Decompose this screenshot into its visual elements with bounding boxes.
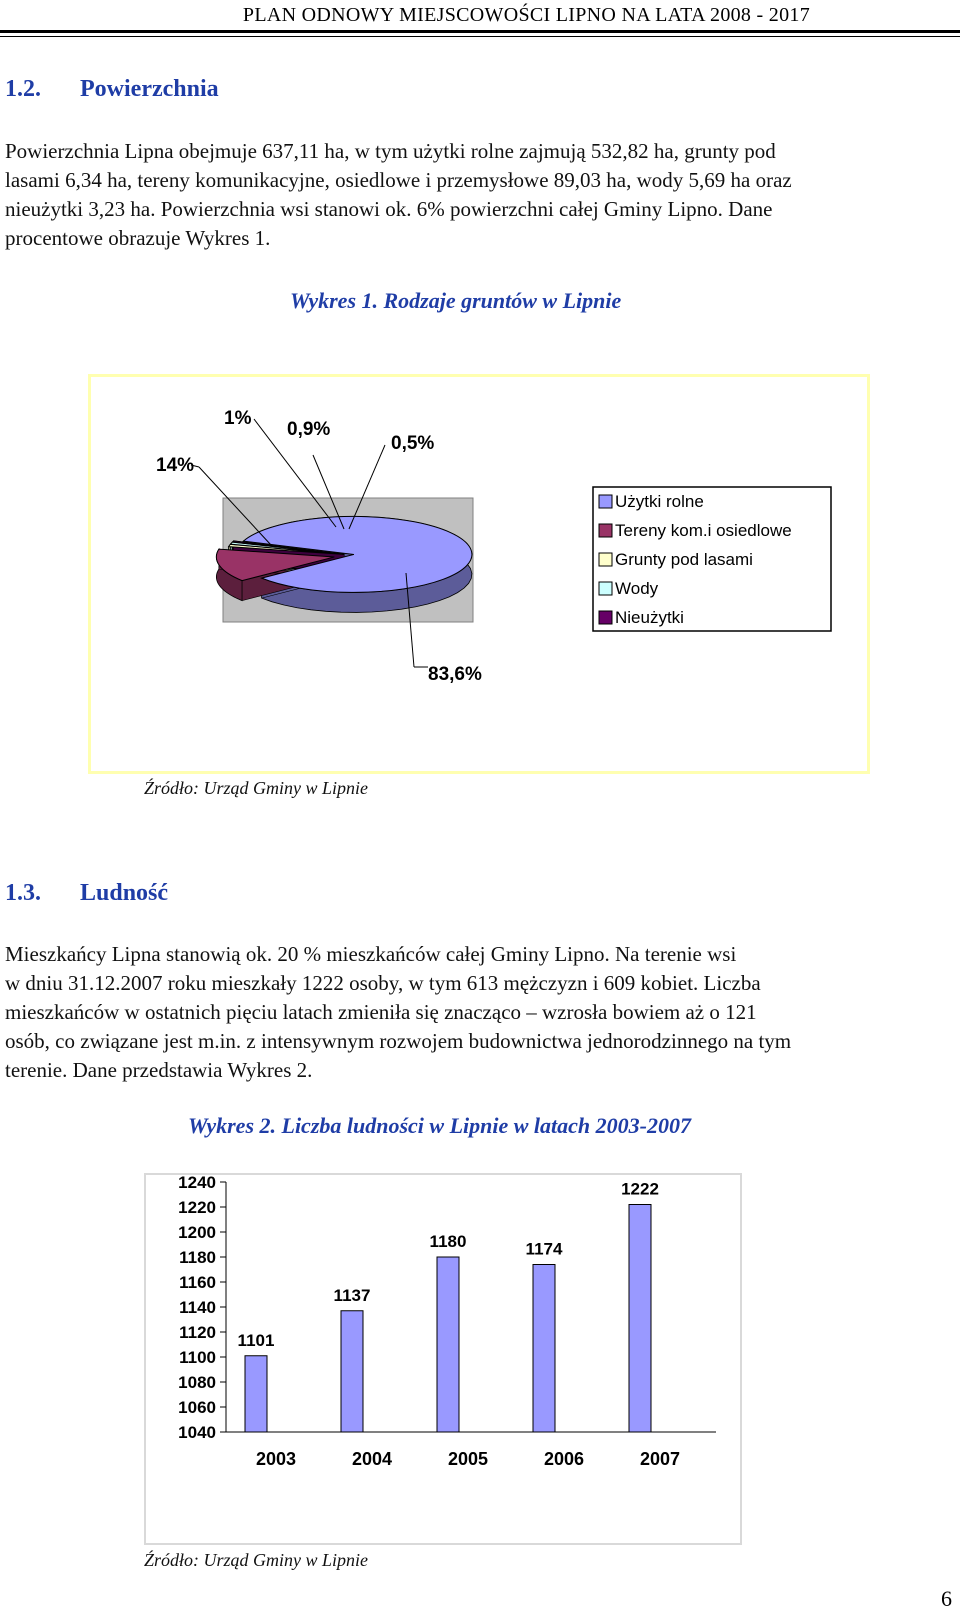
section-number: 1.2. — [5, 76, 41, 102]
page-number: 6 — [941, 1586, 952, 1611]
y-tick-label: 1080 — [178, 1373, 216, 1392]
y-tick-label: 1220 — [178, 1198, 216, 1217]
bar-2005 — [437, 1257, 459, 1432]
pie-data-label: 1% — [224, 408, 252, 429]
section-number: 1.3. — [5, 880, 41, 906]
pie-data-label: 14% — [156, 455, 195, 476]
document-title: PLAN ODNOWY MIEJSCOWOŚCI LIPNO NA LATA 2008 - 2017 — [242, 4, 810, 26]
y-tick-label: 1060 — [178, 1398, 216, 1417]
x-tick-label: 2005 — [447, 1449, 489, 1469]
chart2-frame — [144, 1173, 742, 1545]
chart1-frame — [88, 374, 870, 774]
paragraph-ludnosc — [5, 940, 955, 1085]
y-tick-label: 1200 — [178, 1223, 216, 1242]
paragraph-line: osób, co związane jest m.in. z intensywnym rozwojem budownictwa jednorodzinnego na tym — [5, 1029, 792, 1053]
bar-2006 — [533, 1265, 555, 1433]
legend-swatch — [599, 495, 612, 508]
bar-2007 — [629, 1205, 651, 1433]
section-title: Powierzchnia — [80, 76, 219, 102]
section-heading-powierzchnia — [5, 76, 219, 103]
chart1-source: Źródło: Urząd Gminy w Lipnie — [144, 778, 369, 798]
chart1-caption: Wykres 1. Rodzaje gruntów w Lipnie — [290, 288, 622, 313]
y-tick-label: 1120 — [179, 1323, 216, 1342]
legend-swatch — [599, 582, 612, 595]
paragraph-line: nieużytki 3,23 ha. Powierzchnia wsi stanowi ok. 6% powierzchni całej Gminy Lipno. Dane — [5, 197, 773, 221]
y-tick-label: 1160 — [179, 1273, 216, 1292]
legend-swatch — [599, 611, 612, 624]
legend-label: Tereny kom.i osiedlowe — [615, 521, 792, 540]
chart2-caption: Wykres 2. Liczba ludności w Lipnie w latach 2003-2007 — [188, 1113, 691, 1138]
legend-swatch — [599, 524, 612, 537]
paragraph-line: Powierzchnia Lipna obejmuje 637,11 ha, w tym użytki rolne zajmują 532,82 ha, grunty pod — [5, 139, 776, 163]
chart2-source: Źródło: Urząd Gminy w Lipnie — [144, 1550, 369, 1570]
legend-label: Grunty pod lasami — [615, 550, 753, 569]
x-tick-label: 2006 — [543, 1449, 585, 1469]
pie-data-label: 0,9% — [287, 419, 331, 440]
paragraph-powierzchnia — [5, 137, 955, 253]
pie-chart — [91, 377, 867, 771]
bar-data-label: 1180 — [429, 1232, 467, 1251]
paragraph-line: mieszkańców w ostatnich pięciu latach zmieniła się znacząco – wzrosła bowiem aż o 121 — [5, 1000, 757, 1024]
y-tick-label: 1040 — [178, 1423, 216, 1442]
bar-data-label: 1174 — [525, 1239, 563, 1259]
pie-data-label: 0,5% — [391, 433, 435, 454]
paragraph-line: lasami 6,34 ha, tereny komunikacyjne, osiedlowe i przemysłowe 89,03 ha, wody 5,69 ha oraz — [5, 168, 792, 192]
x-tick-label: 2003 — [255, 1449, 297, 1469]
y-tick-label: 1100 — [179, 1348, 216, 1367]
legend-label: Wody — [615, 579, 659, 598]
y-tick-label: 1180 — [179, 1248, 216, 1267]
bar-data-label: 1222 — [621, 1179, 659, 1199]
section-title: Ludność — [80, 880, 169, 906]
bar-2003 — [245, 1356, 267, 1432]
legend-label: Użytki rolne — [615, 492, 704, 511]
paragraph-line: procentowe obrazuje Wykres 1. — [5, 226, 271, 250]
bar-data-label: 1101 — [237, 1330, 275, 1350]
legend-swatch — [599, 553, 612, 566]
paragraph-line: w dniu 31.12.2007 roku mieszkały 1222 osoby, w tym 613 mężczyzn i 609 kobiet. Liczba — [5, 971, 761, 995]
header-rule-thick — [0, 30, 960, 33]
bar-data-label: 1137 — [333, 1285, 371, 1305]
y-tick-label: 1140 — [179, 1298, 216, 1317]
section-heading-ludnosc — [5, 880, 168, 907]
legend-label: Nieużytki — [615, 608, 684, 627]
header-rule-thin — [0, 36, 960, 37]
x-tick-label: 2007 — [639, 1449, 681, 1469]
bar-2004 — [341, 1311, 363, 1432]
x-tick-label: 2004 — [351, 1449, 393, 1469]
paragraph-line: Mieszkańcy Lipna stanowią ok. 20 % mieszkańców całej Gminy Lipno. Na terenie wsi — [5, 942, 737, 966]
y-tick-label: 1240 — [178, 1175, 216, 1192]
pie-data-label: 83,6% — [428, 664, 482, 685]
paragraph-line: terenie. Dane przedstawia Wykres 2. — [5, 1058, 313, 1082]
page-header — [0, 0, 960, 40]
bar-chart — [146, 1175, 740, 1543]
pie-legend — [593, 487, 831, 631]
